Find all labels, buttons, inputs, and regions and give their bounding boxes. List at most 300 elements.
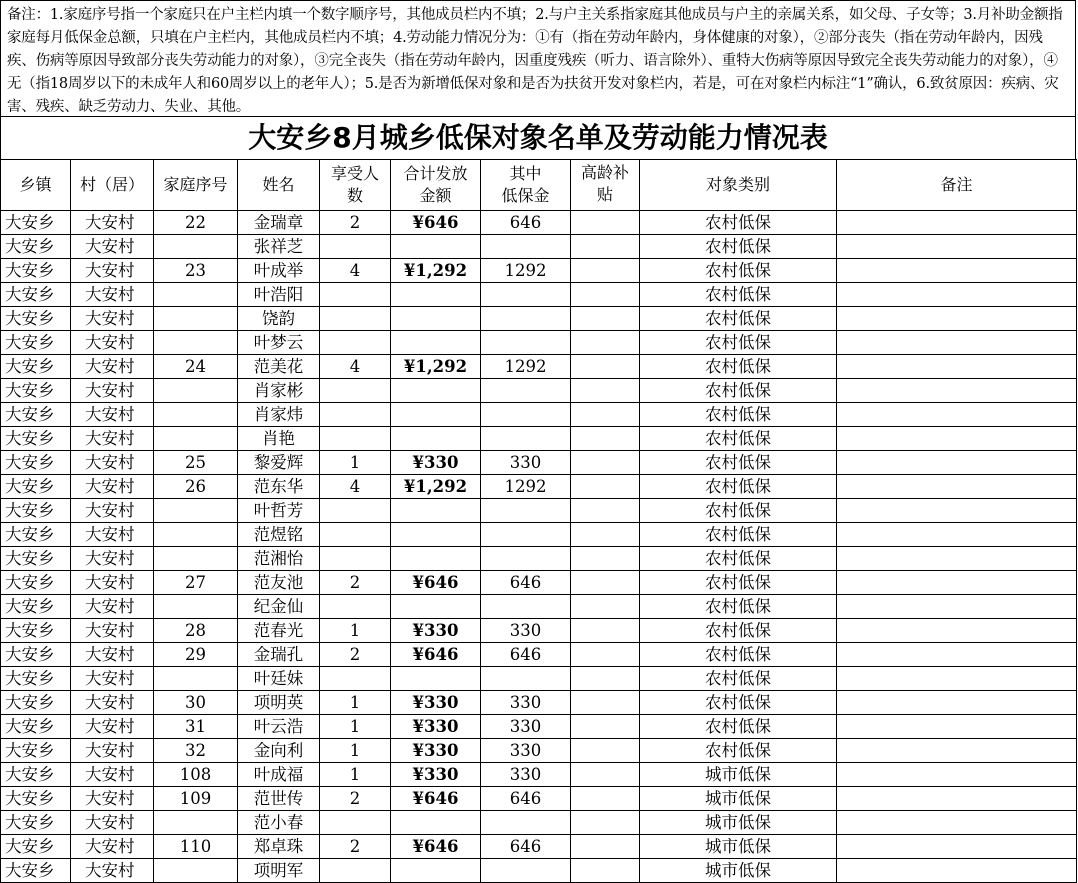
cell-name[interactable]: 金瑞孔 [238,643,320,667]
cell-base[interactable] [481,427,571,451]
cell-family-no[interactable] [154,307,238,331]
cell-village[interactable]: 大安村 [71,523,154,547]
cell-village[interactable]: 大安村 [71,643,154,667]
cell-total[interactable] [391,307,481,331]
cell-village[interactable]: 大安村 [71,763,154,787]
cell-name[interactable]: 叶哲芳 [238,499,320,523]
cell-elder-subsidy[interactable] [571,331,640,355]
cell-count[interactable]: 2 [320,211,391,235]
cell-family-no[interactable]: 26 [154,475,238,499]
cell-category[interactable]: 农村低保 [640,595,837,619]
cell-family-no[interactable] [154,331,238,355]
cell-base[interactable] [481,283,571,307]
table-row [1,259,1077,283]
cell-family-no[interactable]: 22 [154,211,238,235]
table-row [1,235,1077,259]
cell-total[interactable] [391,235,481,259]
cell-family-no[interactable]: 25 [154,451,238,475]
cell-total[interactable] [391,859,481,883]
cell-town[interactable]: 大安乡 [1,547,71,571]
table-row [1,523,1077,547]
cell-family-no[interactable] [154,379,238,403]
cell-elder-subsidy[interactable] [571,667,640,691]
cell-town[interactable]: 大安乡 [1,835,71,859]
cell-base[interactable] [481,595,571,619]
cell-family-no[interactable]: 27 [154,571,238,595]
cell-name[interactable]: 金瑞章 [238,211,320,235]
cell-town[interactable]: 大安乡 [1,523,71,547]
cell-remark[interactable] [837,571,1077,595]
cell-family-no[interactable] [154,403,238,427]
cell-family-no[interactable]: 29 [154,643,238,667]
cell-category[interactable]: 农村低保 [640,427,837,451]
cell-category[interactable]: 农村低保 [640,643,837,667]
cell-category[interactable]: 城市低保 [640,859,837,883]
cell-remark[interactable] [837,211,1077,235]
cell-count[interactable]: 2 [320,787,391,811]
cell-family-no[interactable] [154,235,238,259]
cell-town[interactable]: 大安乡 [1,859,71,883]
cell-town[interactable]: 大安乡 [1,619,71,643]
cell-elder-subsidy[interactable] [571,691,640,715]
cell-count[interactable] [320,499,391,523]
cell-village[interactable]: 大安村 [71,547,154,571]
cell-total[interactable]: ¥646 [391,211,481,235]
cell-elder-subsidy[interactable] [571,499,640,523]
cell-name[interactable]: 项明英 [238,691,320,715]
cell-base[interactable]: 1292 [481,475,571,499]
cell-name[interactable]: 叶云浩 [238,715,320,739]
header-count[interactable]: 享受人 数 [320,160,391,211]
cell-elder-subsidy[interactable] [571,379,640,403]
cell-base[interactable] [481,235,571,259]
cell-name[interactable]: 范煜铭 [238,523,320,547]
cell-village[interactable]: 大安村 [71,427,154,451]
cell-total[interactable]: ¥646 [391,571,481,595]
cell-elder-subsidy[interactable] [571,283,640,307]
cell-count[interactable]: 1 [320,739,391,763]
header-base[interactable]: 其中 低保金 [481,160,571,211]
cell-town[interactable]: 大安乡 [1,643,71,667]
cell-remark[interactable] [837,331,1077,355]
cell-village[interactable]: 大安村 [71,571,154,595]
cell-total[interactable]: ¥330 [391,451,481,475]
cell-base[interactable]: 1292 [481,259,571,283]
cell-base[interactable]: 330 [481,619,571,643]
cell-name[interactable]: 黎爱辉 [238,451,320,475]
cell-count[interactable] [320,235,391,259]
cell-town[interactable]: 大安乡 [1,259,71,283]
cell-town[interactable]: 大安乡 [1,739,71,763]
cell-name[interactable]: 纪金仙 [238,595,320,619]
cell-remark[interactable] [837,259,1077,283]
cell-town[interactable]: 大安乡 [1,595,71,619]
cell-name[interactable]: 范湘怡 [238,547,320,571]
cell-total[interactable] [391,499,481,523]
cell-family-no[interactable] [154,547,238,571]
cell-remark[interactable] [837,667,1077,691]
cell-family-no[interactable] [154,283,238,307]
cell-base[interactable]: 330 [481,691,571,715]
cell-remark[interactable] [837,499,1077,523]
cell-remark[interactable] [837,307,1077,331]
cell-family-no[interactable]: 109 [154,787,238,811]
cell-remark[interactable] [837,715,1077,739]
cell-name[interactable]: 郑卓珠 [238,835,320,859]
cell-count[interactable]: 4 [320,475,391,499]
cell-village[interactable]: 大安村 [71,235,154,259]
cell-base[interactable] [481,499,571,523]
cell-total[interactable]: ¥646 [391,643,481,667]
cell-family-no[interactable] [154,859,238,883]
cell-category[interactable]: 农村低保 [640,715,837,739]
cell-name[interactable]: 叶梦云 [238,331,320,355]
cell-town[interactable]: 大安乡 [1,763,71,787]
cell-town[interactable]: 大安乡 [1,403,71,427]
cell-town[interactable]: 大安乡 [1,811,71,835]
cell-town[interactable]: 大安乡 [1,571,71,595]
cell-count[interactable] [320,331,391,355]
cell-name[interactable]: 肖家炜 [238,403,320,427]
cell-name[interactable]: 范友池 [238,571,320,595]
cell-count[interactable]: 1 [320,763,391,787]
cell-village[interactable]: 大安村 [71,811,154,835]
cell-family-no[interactable]: 31 [154,715,238,739]
cell-total[interactable] [391,547,481,571]
cell-category[interactable]: 农村低保 [640,571,837,595]
cell-category[interactable]: 城市低保 [640,835,837,859]
cell-remark[interactable] [837,739,1077,763]
cell-family-no[interactable] [154,499,238,523]
cell-village[interactable]: 大安村 [71,715,154,739]
cell-remark[interactable] [837,835,1077,859]
cell-base[interactable]: 646 [481,643,571,667]
cell-name[interactable]: 项明军 [238,859,320,883]
cell-name[interactable]: 范美花 [238,355,320,379]
cell-elder-subsidy[interactable] [571,427,640,451]
cell-total[interactable] [391,331,481,355]
cell-town[interactable]: 大安乡 [1,691,71,715]
cell-base[interactable] [481,379,571,403]
header-name[interactable]: 姓名 [238,160,320,211]
cell-elder-subsidy[interactable] [571,355,640,379]
header-town[interactable]: 乡镇 [1,160,71,211]
cell-village[interactable]: 大安村 [71,619,154,643]
cell-category[interactable]: 城市低保 [640,763,837,787]
cell-base[interactable] [481,859,571,883]
cell-category[interactable]: 农村低保 [640,379,837,403]
cell-remark[interactable] [837,643,1077,667]
cell-total[interactable] [391,811,481,835]
cell-elder-subsidy[interactable] [571,715,640,739]
cell-family-no[interactable] [154,523,238,547]
cell-category[interactable]: 农村低保 [640,259,837,283]
cell-remark[interactable] [837,475,1077,499]
cell-town[interactable]: 大安乡 [1,211,71,235]
cell-base[interactable]: 646 [481,835,571,859]
cell-remark[interactable] [837,619,1077,643]
cell-base[interactable] [481,667,571,691]
cell-family-no[interactable]: 32 [154,739,238,763]
cell-base[interactable]: 330 [481,739,571,763]
cell-total[interactable] [391,523,481,547]
cell-village[interactable]: 大安村 [71,667,154,691]
cell-total[interactable]: ¥330 [391,715,481,739]
cell-base[interactable]: 646 [481,571,571,595]
cell-category[interactable]: 农村低保 [640,523,837,547]
cell-remark[interactable] [837,523,1077,547]
header-elder-subsidy[interactable]: 高龄补 贴 [571,160,640,211]
cell-village[interactable]: 大安村 [71,379,154,403]
cell-total[interactable] [391,283,481,307]
cell-remark[interactable] [837,403,1077,427]
cell-elder-subsidy[interactable] [571,739,640,763]
cell-village[interactable]: 大安村 [71,475,154,499]
cell-name[interactable]: 肖家彬 [238,379,320,403]
cell-total[interactable] [391,595,481,619]
cell-town[interactable]: 大安乡 [1,715,71,739]
cell-total[interactable] [391,403,481,427]
cell-town[interactable]: 大安乡 [1,235,71,259]
header-family-no[interactable]: 家庭序号 [154,160,238,211]
cell-elder-subsidy[interactable] [571,859,640,883]
cell-family-no[interactable]: 23 [154,259,238,283]
header-village[interactable]: 村（居） [71,160,154,211]
header-remark[interactable]: 备注 [837,160,1077,211]
cell-elder-subsidy[interactable] [571,451,640,475]
cell-town[interactable]: 大安乡 [1,475,71,499]
cell-elder-subsidy[interactable] [571,835,640,859]
cell-remark[interactable] [837,763,1077,787]
cell-village[interactable]: 大安村 [71,211,154,235]
cell-elder-subsidy[interactable] [571,571,640,595]
cell-base[interactable] [481,403,571,427]
cell-total[interactable]: ¥330 [391,619,481,643]
cell-category[interactable]: 农村低保 [640,211,837,235]
cell-count[interactable]: 2 [320,643,391,667]
cell-count[interactable] [320,667,391,691]
cell-remark[interactable] [837,859,1077,883]
cell-total[interactable] [391,427,481,451]
cell-name[interactable]: 叶廷妹 [238,667,320,691]
cell-count[interactable] [320,595,391,619]
cell-category[interactable]: 农村低保 [640,403,837,427]
cell-total[interactable]: ¥1,292 [391,259,481,283]
cell-town[interactable]: 大安乡 [1,667,71,691]
cell-category[interactable]: 农村低保 [640,619,837,643]
cell-town[interactable]: 大安乡 [1,307,71,331]
cell-remark[interactable] [837,379,1077,403]
cell-category[interactable]: 农村低保 [640,499,837,523]
cell-count[interactable] [320,547,391,571]
cell-count[interactable] [320,283,391,307]
cell-elder-subsidy[interactable] [571,763,640,787]
cell-total[interactable]: ¥330 [391,763,481,787]
cell-family-no[interactable]: 110 [154,835,238,859]
cell-village[interactable]: 大安村 [71,835,154,859]
cell-town[interactable]: 大安乡 [1,499,71,523]
cell-elder-subsidy[interactable] [571,619,640,643]
cell-category[interactable]: 农村低保 [640,667,837,691]
cell-village[interactable]: 大安村 [71,451,154,475]
cell-base[interactable]: 330 [481,715,571,739]
cell-count[interactable] [320,427,391,451]
cell-village[interactable]: 大安村 [71,595,154,619]
cell-family-no[interactable] [154,595,238,619]
cell-count[interactable] [320,379,391,403]
cell-remark[interactable] [837,427,1077,451]
cell-town[interactable]: 大安乡 [1,379,71,403]
cell-elder-subsidy[interactable] [571,211,640,235]
cell-total[interactable]: ¥330 [391,739,481,763]
cell-category[interactable]: 城市低保 [640,787,837,811]
cell-count[interactable]: 2 [320,835,391,859]
cell-village[interactable]: 大安村 [71,307,154,331]
cell-remark[interactable] [837,595,1077,619]
cell-elder-subsidy[interactable] [571,307,640,331]
table-row [1,355,1077,379]
cell-elder-subsidy[interactable] [571,547,640,571]
cell-elder-subsidy[interactable] [571,811,640,835]
table-row [1,859,1077,883]
cell-family-no[interactable]: 30 [154,691,238,715]
cell-elder-subsidy[interactable] [571,643,640,667]
cell-family-no[interactable]: 108 [154,763,238,787]
cell-name[interactable]: 叶成举 [238,259,320,283]
cell-remark[interactable] [837,811,1077,835]
cell-count[interactable]: 4 [320,355,391,379]
cell-village[interactable]: 大安村 [71,499,154,523]
cell-total[interactable]: ¥330 [391,691,481,715]
cell-remark[interactable] [837,355,1077,379]
cell-remark[interactable] [837,451,1077,475]
cell-village[interactable]: 大安村 [71,283,154,307]
cell-count[interactable] [320,403,391,427]
cell-elder-subsidy[interactable] [571,403,640,427]
cell-base[interactable] [481,523,571,547]
cell-total[interactable]: ¥646 [391,835,481,859]
cell-category[interactable]: 农村低保 [640,355,837,379]
cell-town[interactable]: 大安乡 [1,451,71,475]
cell-elder-subsidy[interactable] [571,595,640,619]
cell-town[interactable]: 大安乡 [1,787,71,811]
cell-remark[interactable] [837,691,1077,715]
cell-name[interactable]: 叶浩阳 [238,283,320,307]
cell-base[interactable]: 646 [481,211,571,235]
cell-category[interactable]: 农村低保 [640,475,837,499]
cell-town[interactable]: 大安乡 [1,283,71,307]
cell-village[interactable]: 大安村 [71,355,154,379]
cell-name[interactable]: 金向利 [238,739,320,763]
cell-category[interactable]: 农村低保 [640,691,837,715]
cell-town[interactable]: 大安乡 [1,331,71,355]
cell-elder-subsidy[interactable] [571,259,640,283]
cell-family-no[interactable] [154,427,238,451]
header-category[interactable]: 对象类别 [640,160,837,211]
table-row [1,499,1077,523]
cell-base[interactable]: 330 [481,763,571,787]
cell-total[interactable] [391,667,481,691]
cell-count[interactable] [320,811,391,835]
cell-total[interactable]: ¥646 [391,787,481,811]
cell-village[interactable]: 大安村 [71,787,154,811]
cell-category[interactable]: 农村低保 [640,451,837,475]
cell-count[interactable]: 1 [320,715,391,739]
cell-village[interactable]: 大安村 [71,859,154,883]
cell-name[interactable]: 叶成福 [238,763,320,787]
cell-total[interactable]: ¥1,292 [391,475,481,499]
cell-count[interactable] [320,859,391,883]
cell-count[interactable]: 4 [320,259,391,283]
cell-count[interactable] [320,307,391,331]
cell-elder-subsidy[interactable] [571,235,640,259]
cell-category[interactable]: 农村低保 [640,739,837,763]
cell-family-no[interactable] [154,811,238,835]
cell-name[interactable]: 范东华 [238,475,320,499]
sheet-title[interactable]: 大安乡8月城乡低保对象名单及劳动能力情况表 [0,117,1076,159]
cell-total[interactable] [391,379,481,403]
cell-village[interactable]: 大安村 [71,331,154,355]
cell-base[interactable] [481,547,571,571]
cell-remark[interactable] [837,787,1077,811]
cell-base[interactable] [481,811,571,835]
cell-family-no[interactable]: 28 [154,619,238,643]
cell-base[interactable]: 330 [481,451,571,475]
cell-town[interactable]: 大安乡 [1,427,71,451]
cell-base[interactable]: 1292 [481,355,571,379]
cell-count[interactable]: 1 [320,451,391,475]
cell-count[interactable]: 2 [320,571,391,595]
cell-category[interactable]: 农村低保 [640,283,837,307]
cell-total[interactable]: ¥1,292 [391,355,481,379]
cell-base[interactable] [481,331,571,355]
cell-count[interactable]: 1 [320,691,391,715]
cell-category[interactable]: 城市低保 [640,811,837,835]
cell-name[interactable]: 肖艳 [238,427,320,451]
cell-name[interactable]: 范世传 [238,787,320,811]
cell-remark[interactable] [837,235,1077,259]
cell-elder-subsidy[interactable] [571,523,640,547]
cell-elder-subsidy[interactable] [571,787,640,811]
cell-count[interactable]: 1 [320,619,391,643]
cell-village[interactable]: 大安村 [71,403,154,427]
cell-town[interactable]: 大安乡 [1,355,71,379]
cell-remark[interactable] [837,283,1077,307]
cell-remark[interactable] [837,547,1077,571]
cell-category[interactable]: 农村低保 [640,307,837,331]
cell-count[interactable] [320,523,391,547]
cell-family-no[interactable]: 24 [154,355,238,379]
notes-cell[interactable]: 备注：1.家庭序号指一个家庭只在户主栏内填一个数字顺序号，其他成员栏内不填；2.与户主关系指家庭其他成员与户主的亲属关系，如父母、子女等；3.月补助金额指家庭每月低保金总额，只填在户主栏内，其他成员栏内不填；4.劳动能力情况分为：①有（指在劳动年龄内，身体健康的对象），②部分丧失（指在劳动年龄内，因残疾、伤病等原因导致部分丧失劳动能力的对象），③完全丧失（指在劳动年龄内，因重度残疾（听力、语言除外）、重特大伤病等原因导致完全丧失劳动能力的对象），④无（指18周岁以下的未成年人和60周岁以上的老年人）；5.是否为新增低保对象和是否为扶贫开发对象栏内，若是，可在对象栏内标注“1”确认，6.致贫原因：疾病、灾害、残疾、缺乏劳动力、失业、其他。 [0,0,1076,117]
cell-name[interactable]: 张祥芝 [238,235,320,259]
cell-village[interactable]: 大安村 [71,259,154,283]
cell-name[interactable]: 范春光 [238,619,320,643]
cell-village[interactable]: 大安村 [71,691,154,715]
cell-category[interactable]: 农村低保 [640,235,837,259]
header-total[interactable]: 合计发放 金额 [391,160,481,211]
cell-base[interactable]: 646 [481,787,571,811]
cell-family-no[interactable] [154,667,238,691]
cell-category[interactable]: 农村低保 [640,331,837,355]
cell-village[interactable]: 大安村 [71,739,154,763]
cell-category[interactable]: 农村低保 [640,547,837,571]
cell-name[interactable]: 饶韵 [238,307,320,331]
cell-elder-subsidy[interactable] [571,475,640,499]
table-row [1,739,1077,763]
cell-name[interactable]: 范小春 [238,811,320,835]
cell-base[interactable] [481,307,571,331]
table-row [1,763,1077,787]
